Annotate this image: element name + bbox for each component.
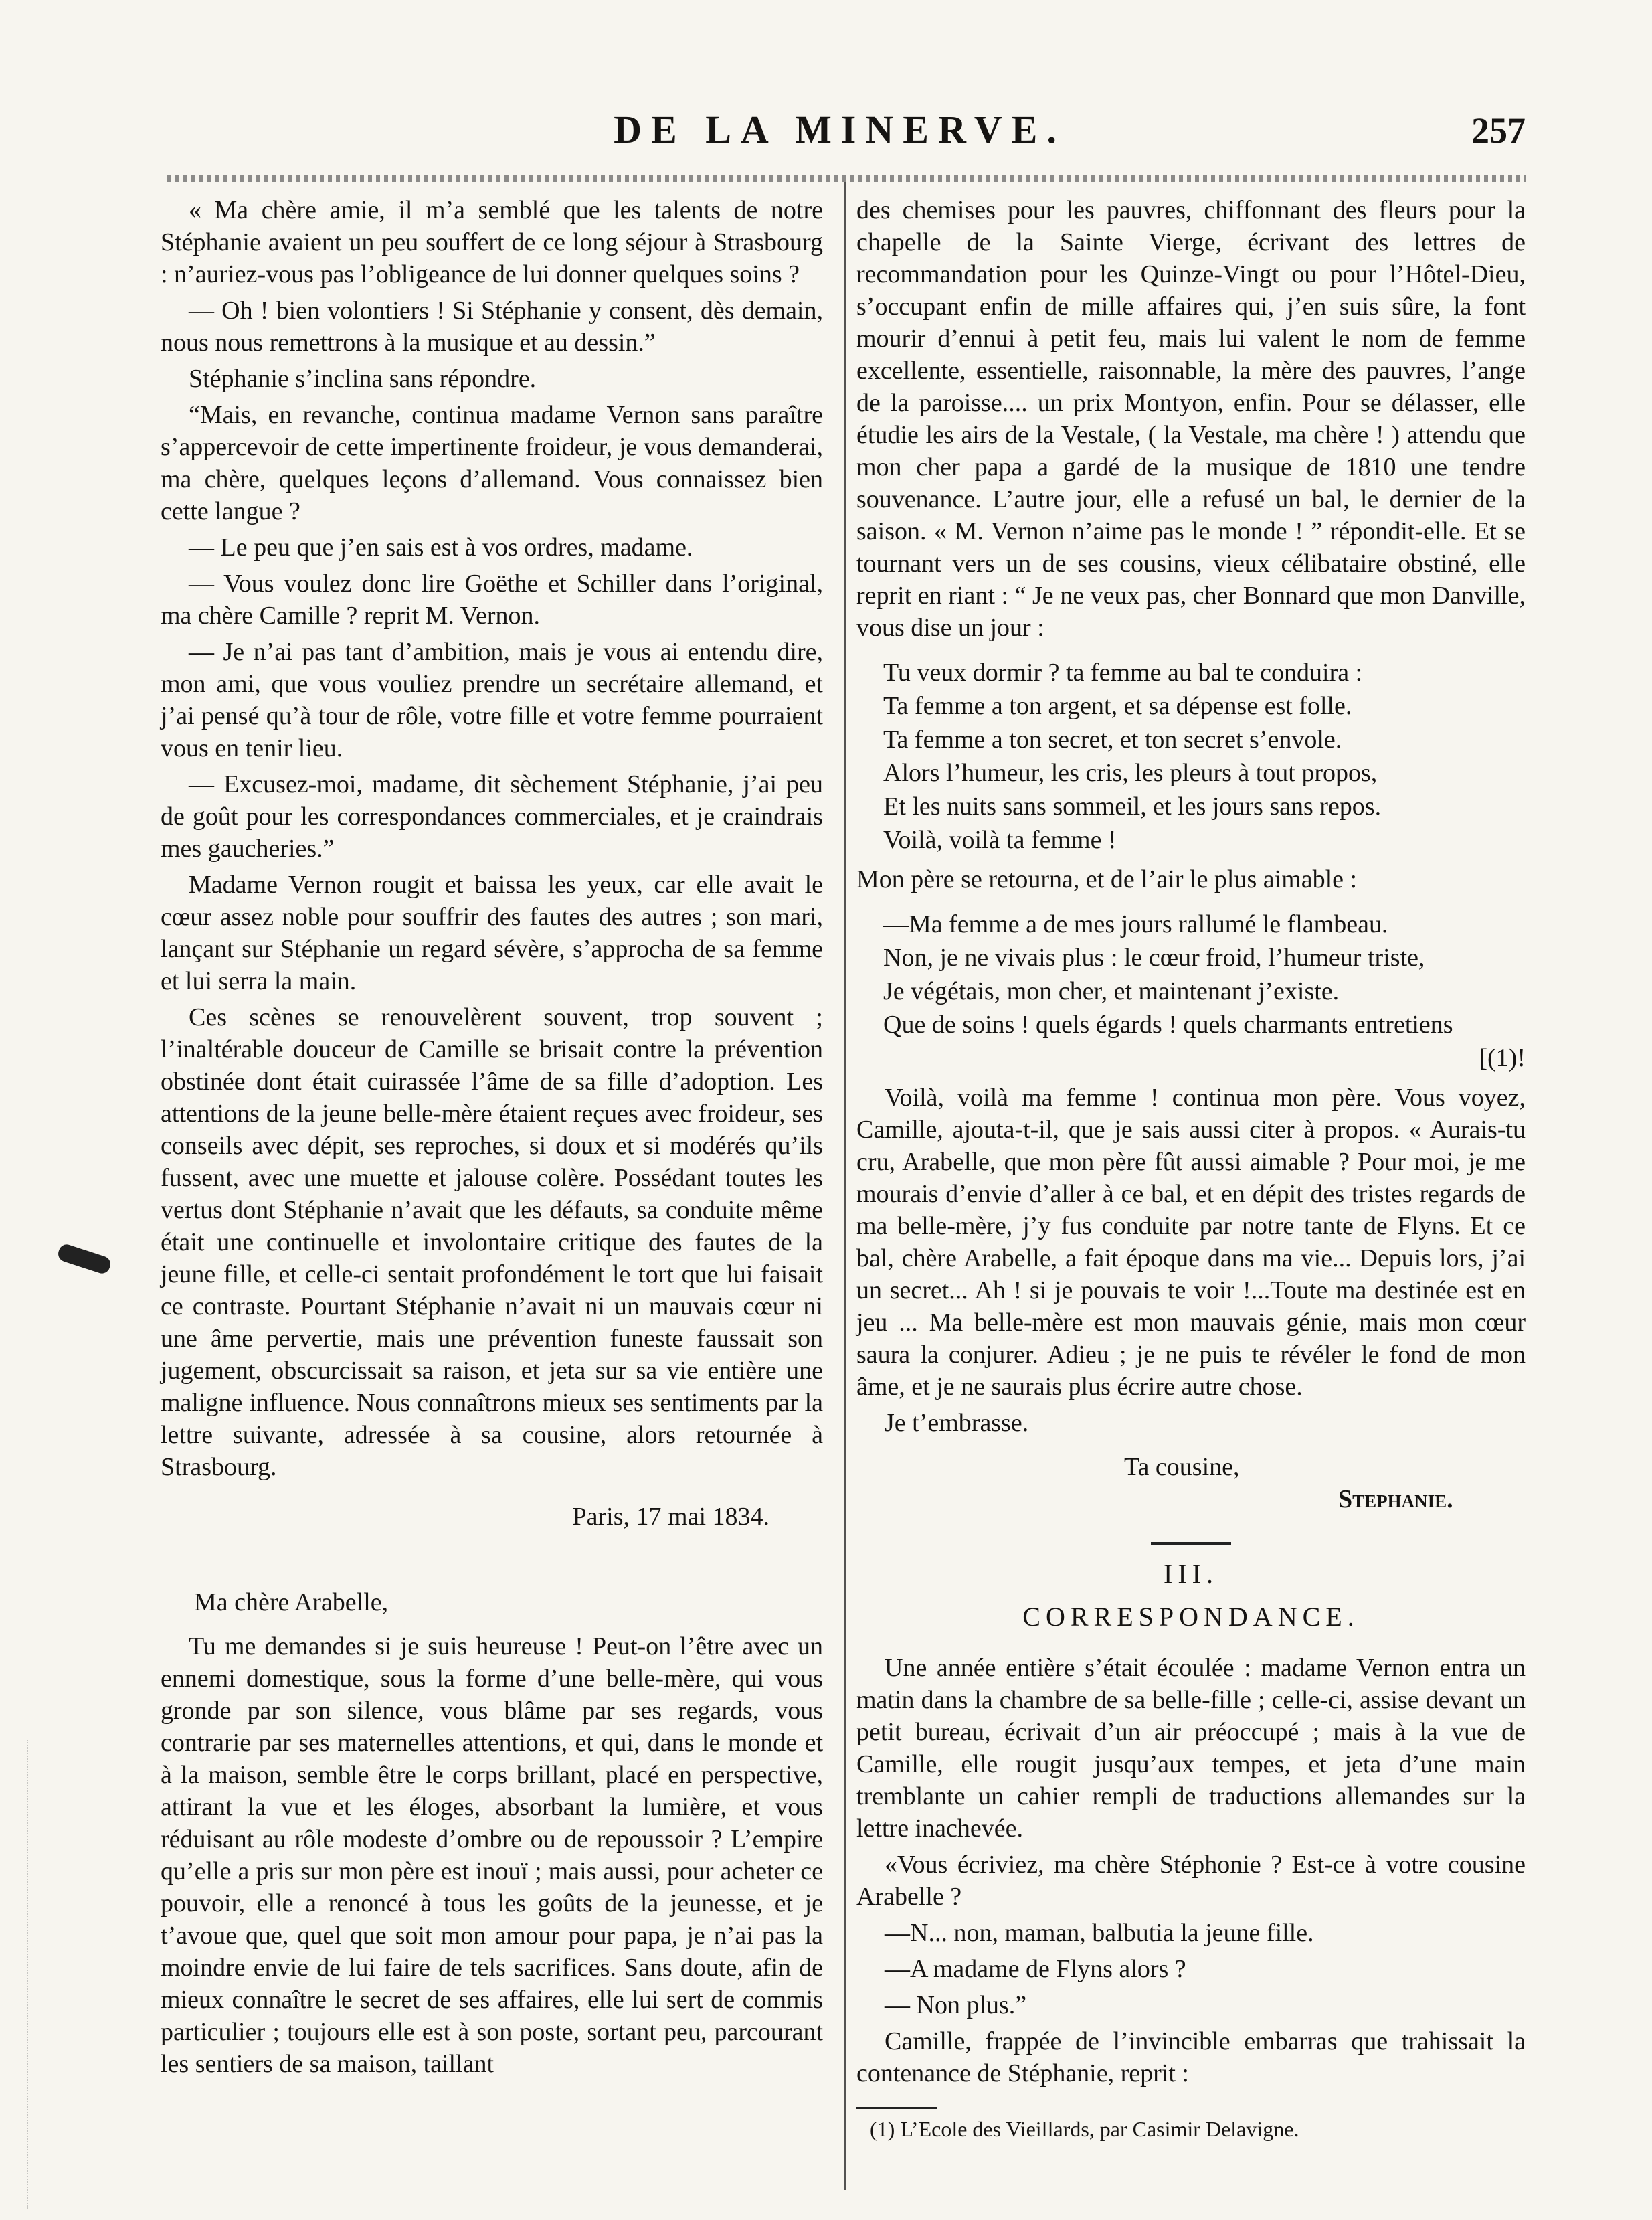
paragraph: Voilà, voilà ma femme ! continua mon père. Vous voyez, Camille, ajouta-t-il, que je sais aussi citer à propos. « Aurais-tu cru, Arabelle, que mon père fût aussi aimable ? Pour moi, je me mourais d’envie d’aller à ce bal, et en dépit des tristes regards de ma belle-mère, j’y fus conduite par notre tante de Flyns. Et ce bal, chère Arabelle, a fait époque dans ma vie... Depuis lors, j’ai un secret... Ah ! si je pouvais te voir !...Toute ma destinée est en jeu ... Ma belle-mère est mon mauvais génie, mais mon cœur saura la conjurer. Adieu ; je ne puis te révéler le fond de mon âme, et je ne saurais plus écrire autre chose. — [856, 1084, 1526, 1401]
verse-line: —Ma femme a de mes jours rallumé le flambeau. — [883, 910, 1388, 938]
verse-intro: Mon père se retourna, et de l’air le plus aimable : — [856, 865, 1358, 893]
verse-block — [883, 656, 1526, 857]
verse-line: Voilà, voilà ta femme ! — [883, 826, 1117, 854]
right-column — [856, 194, 1526, 2146]
letter-paragraph: Tu me demandes si je suis heureuse ! Peut-on l’être avec un ennemi domestique, sous la forme d’une belle-mère, qui vous gronde par son silence, vous blâme par ses regards, vous contrarie par ses maternelles attentions, et qui, dans le monde et à la maison, semble être le corps brillant, placé en perspective, attirant la vue et les éloges, absorbant la lumière, et vous réduisant au rôle modeste d’ombre ou de repoussoir ? L’empire qu’elle a pris sur mon père est inouï ; mais aussi, pour acheter ce pouvoir, elle a renoncé à tous les goûts de la jeunesse, et je t’avoue que, quel que soit mon amour pour papa, je n’ai pas la moindre envie de lui faire de tels sacrifices. Sans doute, afin de mieux connaître le secret de ses affaires, elle lui sert de commis particulier ; toujours elle est à son poste, sortant peu, parcourant les sentiers de sa maison, taillant — [161, 1632, 823, 2078]
page-header — [154, 107, 1526, 161]
verse-line: Ta femme a ton secret, et ton secret s’envole. — [883, 725, 1342, 754]
signature-name: Stephanie. — [1338, 1485, 1453, 1513]
scan-ink-mark — [56, 1242, 112, 1275]
paragraph: Madame Vernon rougit et baissa les yeux, car elle avait le cœur assez noble pour souffrir des fautes des autres ; son mari, lançant sur Stéphanie un regard sévère, s’approcha de sa femme et lui serra la main. — [161, 871, 823, 995]
verse-line: Tu veux dormir ? ta femme au bal te conduira : — [883, 659, 1363, 687]
signature-block — [856, 1451, 1526, 1515]
footnote: (1) L’Ecole des Vieillards, par Casimir Delavigne. — [870, 2117, 1299, 2141]
paragraph: « Ma chère amie, il m’a semblé que les talents de notre Stéphanie avaient un peu souffert de ce long séjour à Strasbourg : n’auriez-vous pas l’obligeance de lui donner quelques soins ? — [161, 196, 823, 288]
footnote-divider — [856, 2107, 937, 2109]
letter-salutation: Ma chère Arabelle, — [194, 1588, 389, 1616]
verse-line: [(1)! — [1479, 1044, 1526, 1072]
paragraph: “Mais, en revanche, continua madame Vernon sans paraître s’appercevoir de cette impertinente froideur, je vous demanderai, ma chère, quelques leçons d’allemand. Vous connaissez bien cette langue ? — [161, 401, 823, 525]
paragraph: des chemises pour les pauvres, chiffonnant des fleurs pour la chapelle de la Sainte Vierge, écrivant des lettres de recommandation pour les Quinze-Vingt ou pour l’Hôtel-Dieu, s’occupant enfin de mille affaires qui, j’en suis sûre, la font mourir d’ennui à petit feu, mais lui valent le nom de femme excellente, essentielle, raisonnable, la mère des pauvres, l’ange de la paroisse.... un prix Montyon, enfin. Pour se délasser, elle étudie les airs de la Vestale, ( la Vestale, ma chère ! ) attendu que mon cher papa a gardé de la musique de 1810 une tendre souvenance. L’autre jour, elle a refusé un bal, le dernier de la saison. « M. Vernon n’aime pas le monde ! ” répondit-elle. Et se tournant vers un de ses cousins, vieux célibataire obstiné, elle reprit en riant : “ Je ne veux pas, cher Bonnard que mon Danville, vous dise un jour : — [856, 196, 1526, 642]
dialogue-line: — Non plus.” — [885, 1991, 1027, 2019]
letter-closing: Je t’embrasse. — [885, 1409, 1029, 1437]
verse-line: Ta femme a ton argent, et sa dépense est folle. — [883, 692, 1352, 720]
verse-block — [883, 908, 1526, 1075]
page-number: 257 — [1471, 110, 1526, 151]
dialogue-line: —N... non, maman, balbutia la jeune fille. — [885, 1919, 1314, 1947]
paragraph: Ces scènes se renouvelèrent souvent, trop souvent ; l’inaltérable douceur de Camille se brisait contre la prévention obstinée dont était cuirassée l’âme de sa fille d’adoption. Les attentions de la jeune belle-mère étaient reçues avec froideur, ses conseils avec dépit, ses reproches, si doux et si modérés qu’ils fussent, avec une muette et jalouse colère. Possédant toutes les vertus dont Stéphanie n’avait que les défauts, sa conduite même était une continuelle et involontaire critique des fautes de la jeune fille, et celle-ci sentait profondément le tort que lui faisait ce contraste. Pourtant Stéphanie n’avait ni un mauvais cœur ni une âme pervertie, mais une prévention funeste faussait son jugement, obscurcissait sa raison, et jeta sur sa vie entière une maligne influence. Nous connaîtrons mieux ses sentiments par la lettre suivante, adressée à sa cousine, alors retournée à Strasbourg. — [161, 1003, 823, 1481]
dialogue-line: —A madame de Flyns alors ? — [885, 1955, 1186, 1983]
paragraph: Une année entière s’était écoulée : madame Vernon entra un matin dans la chambre de sa belle-fille ; celle-ci, assise devant un petit bureau, écrivait d’un air préoccupé ; mais à la vue de Camille, elle rougit jusqu’aux tempes, et jeta d’une main tremblante un cahier rempli de traductions allemandes sur la lettre inachevée. — [856, 1654, 1526, 1843]
header-divider — [167, 175, 1526, 182]
paragraph: Stéphanie s’inclina sans répondre. — [189, 365, 537, 393]
paragraph: — Excusez-moi, madame, dit sèchement Stéphanie, j’ai peu de goût pour les correspondances commerciales, et je craindrais mes gaucheries.” — [161, 770, 823, 863]
letter-date: Paris, 17 mai 1834. — [572, 1503, 769, 1531]
verse-line: Non, je ne vivais plus : le cœur froid, l’humeur triste, — [883, 944, 1425, 972]
section-number: III. — [1164, 1559, 1218, 1589]
left-column — [161, 194, 823, 2084]
verse-line: Et les nuits sans sommeil, et les jours sans repos. — [883, 792, 1382, 821]
running-title: DE LA MINERVE. — [614, 108, 1066, 151]
column-divider — [844, 182, 846, 2190]
paragraph: Camille, frappée de l’invincible embarras que trahissait la contenance de Stéphanie, reprit : — [856, 2027, 1526, 2087]
signature-line: Ta cousine, — [1124, 1453, 1240, 1481]
paragraph: — Je n’ai pas tant d’ambition, mais je vous ai entendu dire, mon ami, que vous vouliez prendre un secrétaire allemand, et j’ai pensé qu’à tour de rôle, votre fille et votre femme pourraient vous en tenir lieu. — [161, 638, 823, 762]
verse-line: Je végétais, mon cher, et maintenant j’existe. — [883, 977, 1340, 1005]
dialogue-line: «Vous écriviez, ma chère Stéphonie ? Est-ce à votre cousine Arabelle ? — [856, 1851, 1526, 1911]
paragraph: — Oh ! bien volontiers ! Si Stéphanie y consent, dès demain, nous nous remettrons à la musique et au dessin.” — [161, 296, 823, 357]
verse-line: Alors l’humeur, les cris, les pleurs à tout propos, — [883, 759, 1378, 787]
section-divider — [1151, 1542, 1231, 1545]
scan-edge — [0, 1740, 28, 2209]
section-title: CORRESPONDANCE. — [1022, 1602, 1360, 1632]
paragraph: — Vous voulez donc lire Goëthe et Schiller dans l’original, ma chère Camille ? reprit M. Vernon. — [161, 570, 823, 630]
verse-line: Que de soins ! quels égards ! quels charmants entretiens — [883, 1011, 1453, 1039]
paragraph: — Le peu que j’en sais est à vos ordres, madame. — [189, 533, 693, 562]
